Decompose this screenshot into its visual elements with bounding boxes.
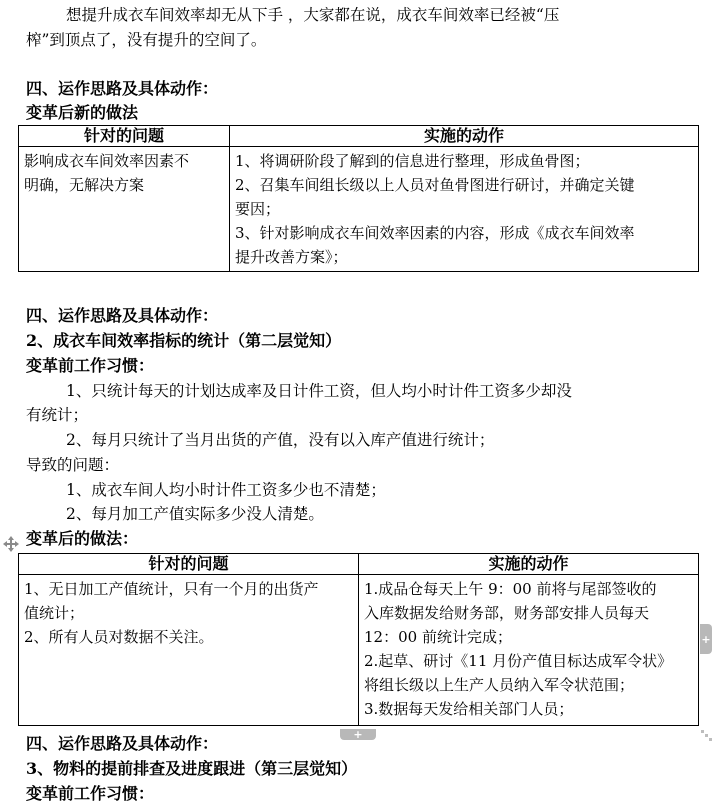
problem1: 1、成衣车间人均小时计件工资多少也不清楚；	[66, 481, 386, 499]
action-cell	[230, 147, 699, 272]
action-line: 将组长级以上生产人员纳入军令状范围；	[364, 676, 635, 694]
section3-title: 3、物料的提前排查及进度跟进（第三层觉知）	[26, 759, 358, 778]
section3-heading: 四、运作思路及具体动作：	[26, 734, 219, 753]
intro-line-2: 榨”到顶点了，没有提升的空间了。	[26, 31, 267, 49]
col-header-action: 实施的动作	[230, 126, 699, 147]
action-line: 2.起草、研讨《11 月份产值目标达成军令状》	[364, 652, 673, 670]
section2-heading: 四、运作思路及具体动作：	[26, 306, 219, 325]
problem-line: 1、无日加工产值统计，只有一个月的出货产	[24, 580, 319, 598]
section3-habits-heading: 变革前工作习惯：	[26, 784, 155, 803]
problem-cell	[19, 147, 230, 272]
action-line: 3.数据每天发给相关部门人员；	[364, 700, 574, 718]
table-row	[19, 147, 699, 272]
problem2: 2、每月加工产值实际多少没人清楚。	[66, 505, 324, 523]
problem-line: 影响成衣车间效率因素不	[24, 152, 190, 170]
action-line: 1.成品仓每天上午 9：00 前将与尾部签收的	[364, 580, 657, 598]
action-line: 入库数据发给财务部，财务部安排人员每天	[364, 604, 650, 622]
col-header-problem: 针对的问题	[19, 126, 230, 147]
habit2: 2、每月只统计了当月出货的产值，没有以入库产值进行统计；	[66, 431, 495, 449]
after-heading: 变革后的做法：	[26, 529, 139, 548]
habit1-line1: 1、只统计每天的计划达成率及日计件工资，但人均小时计件工资多少却没	[66, 382, 572, 400]
move-handle-icon[interactable]	[3, 536, 19, 552]
problem-cell	[19, 575, 359, 726]
col-header-action: 实施的动作	[359, 554, 699, 575]
action-line: 1、将调研阶段了解到的信息进行整理，形成鱼骨图；	[235, 152, 590, 170]
table-header-row	[19, 554, 699, 575]
section2-table	[18, 553, 699, 726]
section2-habits-heading: 变革前工作习惯：	[26, 356, 155, 375]
action-line: 要因；	[235, 200, 281, 218]
resize-table-icon[interactable]	[700, 729, 712, 741]
problems-heading: 导致的问题：	[26, 456, 120, 474]
habit1-line2: 有统计；	[26, 406, 89, 424]
table-header-row	[19, 126, 699, 147]
section1-heading: 四、运作思路及具体动作：	[26, 79, 219, 98]
table-row	[19, 575, 699, 726]
section1-table	[18, 125, 699, 272]
col-header-problem: 针对的问题	[19, 554, 359, 575]
section1-subheading: 变革后新的做法	[26, 103, 139, 122]
add-row-handle[interactable]: +	[340, 729, 376, 740]
problem-line: 2、所有人员对数据不关注。	[24, 628, 214, 646]
action-line: 12：00 前统计完成；	[364, 628, 512, 646]
add-column-handle[interactable]: +	[700, 624, 712, 654]
section2-title: 2、成衣车间效率指标的统计（第二层觉知）	[26, 331, 342, 350]
action-line: 2、召集车间组长级以上人员对鱼骨图进行研讨，并确定关键	[235, 176, 635, 194]
action-line: 提升改善方案》；	[235, 248, 348, 266]
intro-line-1: 想提升成衣车间效率却无从下手 ，大家都在说，成衣车间效率已经被“压	[66, 6, 560, 24]
problem-line: 值统计；	[24, 604, 85, 622]
problem-line: 明确，无解决方案	[24, 176, 145, 194]
action-line: 3、针对影响成衣车间效率因素的内容，形成《成衣车间效率	[235, 224, 635, 242]
action-cell	[359, 575, 699, 726]
